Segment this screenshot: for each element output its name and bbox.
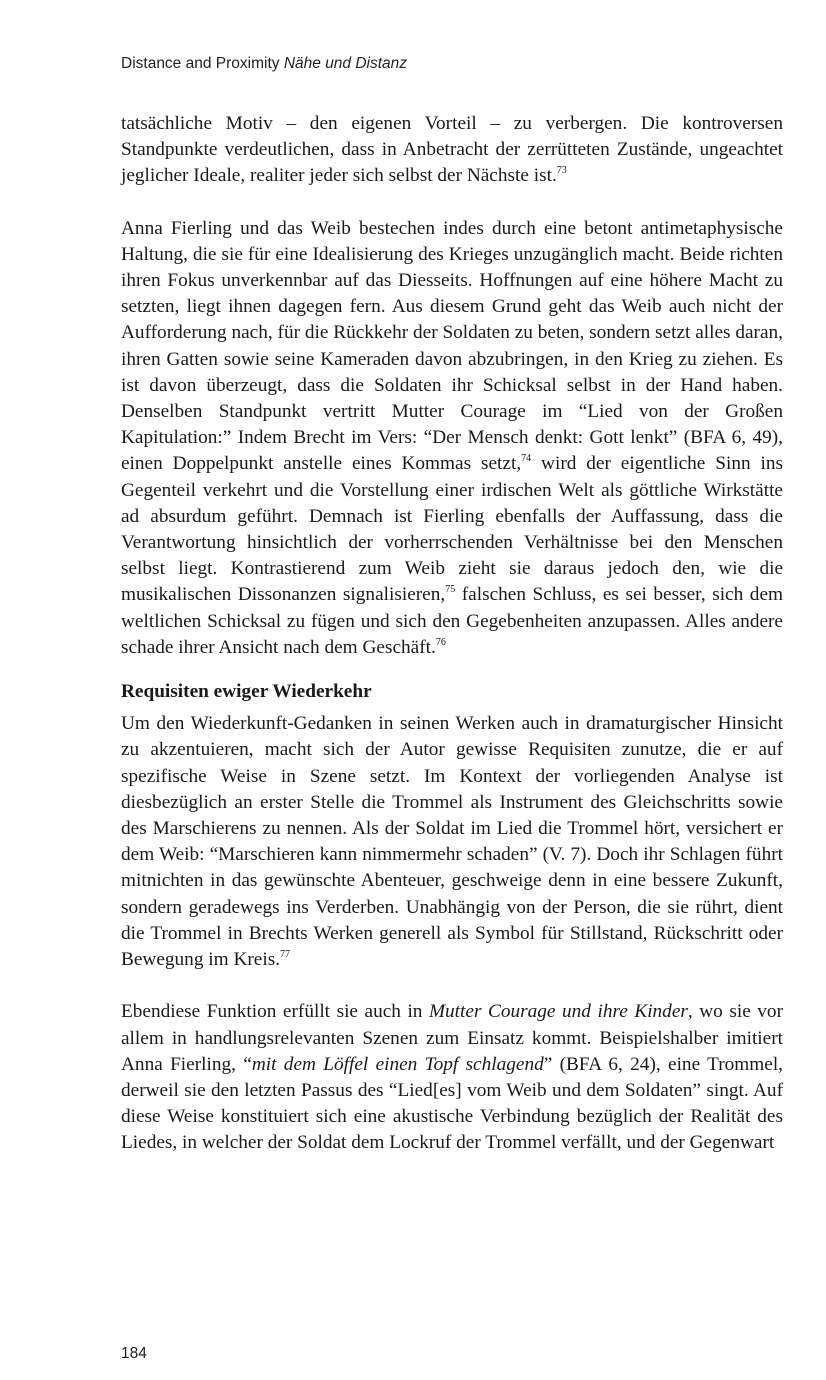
paragraph bbox=[121, 216, 783, 661]
footnote-ref: 76 bbox=[435, 636, 446, 648]
running-head-title-de: Nähe und Distanz bbox=[283, 55, 408, 72]
footnote-ref: 73 bbox=[556, 165, 567, 177]
paragraph-gap bbox=[121, 973, 783, 999]
paragraph bbox=[121, 999, 783, 1156]
paragraph-text: wird der eigentliche Sinn ins Gegenteil verkehrt und die Vorstellung einer irdischen Welt als göttliche Wirkstätte ad absurdum geführt. Demnach ist Fierling ebenfalls der Auffassung, dass die Verantwortung hinsichtlich der vorherrschenden Verhältnisse bei den Menschen selbst liegt. Kontrastierend zum Weib zieht sie daraus jedoch den, wie die musikalischen Dissonanzen signalisieren, bbox=[121, 453, 783, 606]
page-number: 184 bbox=[121, 1345, 147, 1362]
footnote-ref: 75 bbox=[445, 584, 456, 596]
paragraph-text: ” (BFA 6, 24), eine Trommel, derweil sie den letzten Passus des “Lied[es] vom Weib und dem Soldaten” singt. Auf diese Weise konstituiert sich eine akustische Verbindung bezüglich der Realität des Liedes, in welcher der Soldat dem Lockruf der Trommel verfällt, und der Gegenwart bbox=[121, 1053, 783, 1154]
section-heading: Requisiten ewiger Wiederkehr bbox=[121, 681, 372, 703]
paragraph-text: Ebendiese Funktion erfüllt sie auch in bbox=[121, 1001, 429, 1023]
footnote-ref: 74 bbox=[521, 453, 532, 465]
paragraph bbox=[121, 711, 783, 973]
paragraph-text: , wo sie vor allem in handlungsrelevanten Szenen zum Einsatz kommt. Beispielshalber imitiert Anna Fierling, “ bbox=[121, 1001, 783, 1075]
running-head bbox=[121, 55, 407, 73]
paragraph-text: falschen Schluss, es sei besser, sich dem weltlichen Schicksal zu fügen und sich den Gegebenheiten anzupassen. Alles andere schade ihrer Ansicht nach dem Geschäft. bbox=[121, 584, 784, 658]
paragraph-text: Anna Fierling und das Weib bestechen indes durch eine betont antimetaphysische Haltung, die sie für eine Idealisierung des Krieges unzugänglich macht. Beide richten ihren Fokus unverkennbar auf das Diesseits. Hoffnungen auf eine höhere Macht zu setzten, liegt ihnen dagegen fern. Aus diesem Grund geht das Weib auch nicht der Aufforderung nach, für die Rückkehr der Soldaten zu beten, sondern setzt alles daran, ihren Gatten sowie seine Kameraden davon abzubringen, in den Krieg zu ziehen. Es ist davon überzeugt, dass die Soldaten ihr Schicksal selbst in der Hand haben. Denselben Standpunkt vertritt Mutter Courage im “Lied von der Großen Kapitulation:” Indem Brecht im Vers: “Der Mensch denkt: Gott lenkt” (BFA 6, 49), einen Doppelpunkt anstelle eines Kommas setzt, bbox=[121, 217, 783, 475]
running-head-title-en: Distance and Proximity bbox=[121, 55, 280, 72]
paragraph-text: tatsächliche Motiv – den eigenen Vorteil – zu verbergen. Die kontroversen Standpunkte verdeutlichen, dass in Anbetracht der zerrütteten Zustände, ungeachtet jeglicher Ideale, realiter jeder sich selbst der Nächste ist. bbox=[121, 113, 783, 187]
italic-quote: mit dem Löffel einen Topf schlagend bbox=[251, 1053, 544, 1075]
paragraph-gap bbox=[121, 190, 783, 216]
paragraph bbox=[121, 111, 783, 190]
body-text bbox=[121, 111, 783, 1157]
work-title: Mutter Courage und ihre Kinder bbox=[428, 1001, 688, 1023]
footnote-ref: 77 bbox=[280, 949, 291, 961]
paragraph-text: Um den Wiederkunft-Gedanken in seinen Werken auch in dramaturgischer Hinsicht zu akzentuieren, macht sich der Autor gewisse Requisiten zunutze, die er auf spezifische Weise in Szene setzt. Im Kontext der vorliegenden Analyse ist diesbezüglich an erster Stelle die Trommel als Instrument des Gleichschritts sowie des Marschierens zu nennen. Als der Soldat im Lied die Trommel hört, versichert er dem Weib: “Marschieren kann nimmermehr schaden” (V. 7). Doch ihr Schlagen führt mitnichten in das gewünschte Abenteuer, geschweige denn in eine bessere Zukunft, sondern geradewegs ins Verderben. Unabhängig von der Person, die sie rührt, dient die Trommel in Brechts Werken generell als Symbol für Stillstand, Rückschritt oder Bewegung im Kreis. bbox=[121, 713, 783, 971]
